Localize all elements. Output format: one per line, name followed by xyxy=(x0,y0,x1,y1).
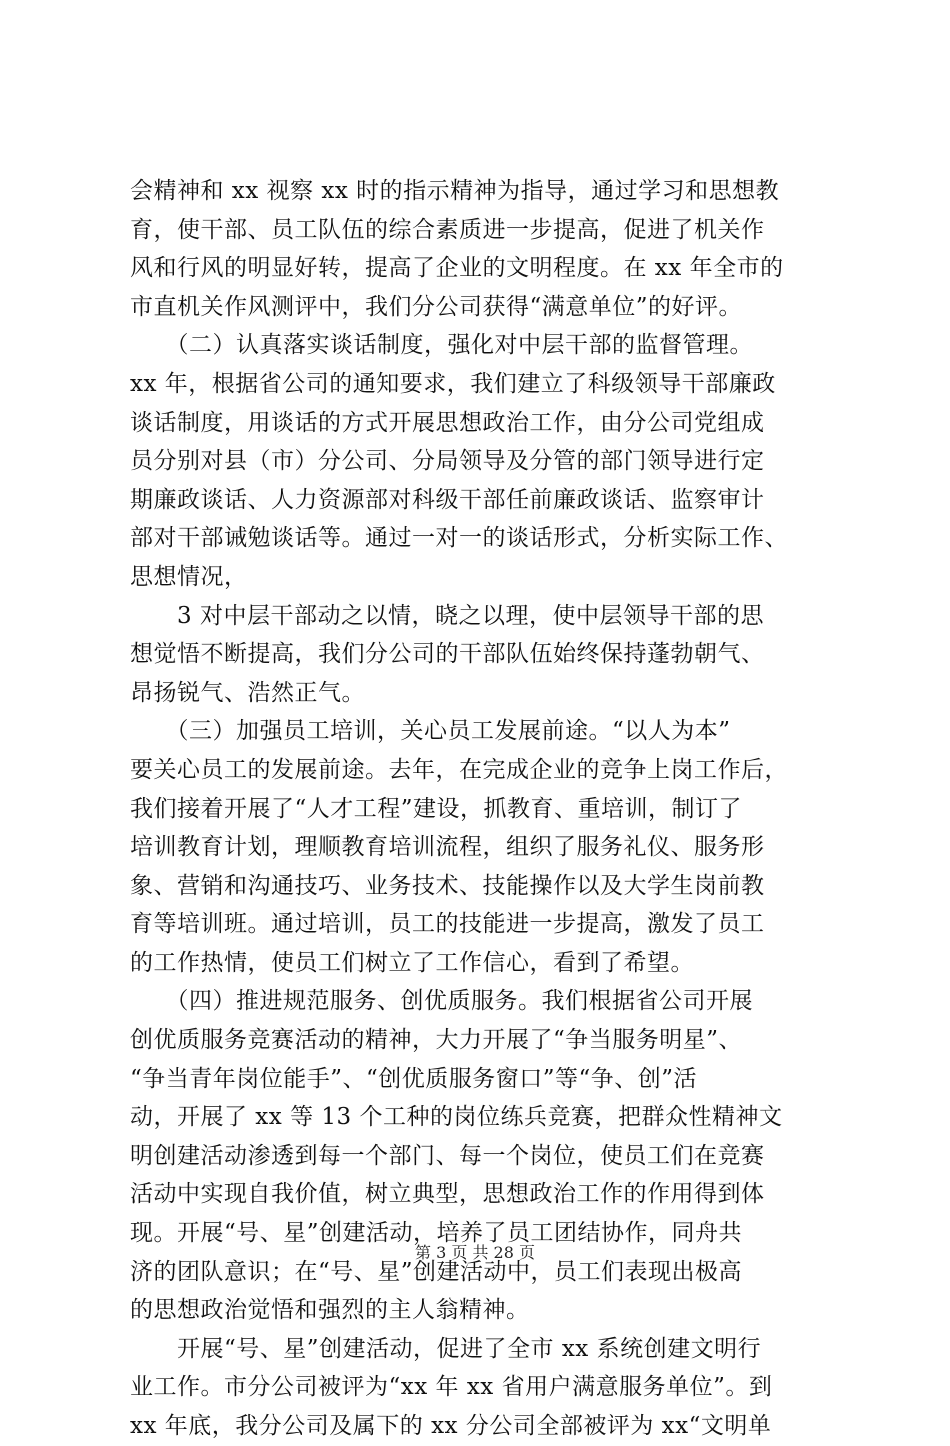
text-line: 动，开展了 xx 等 13 个工种的岗位练兵竞赛，把群众性精神文 xyxy=(130,1104,783,1131)
text-line: 会精神和 xx 视察 xx 时的指示精神为指导，通过学习和思想教 xyxy=(130,178,780,204)
text-line: 开展“号、星”创建活动，促进了全市 xx 系统创建文明行 xyxy=(130,1335,762,1362)
text-line: 的思想政治觉悟和强烈的主人翁精神。 xyxy=(130,1297,530,1324)
text-line: 育等培训班。通过培训，员工的技能进一步提高，激发了员工 xyxy=(130,911,765,938)
text-line: 期廉政谈话、人力资源部对科级干部任前廉政谈话、监察审计 xyxy=(130,486,765,513)
text-line: xx 年，根据省公司的通知要求，我们建立了科级领导干部廉政 xyxy=(130,370,776,397)
text-line: 员分别对县（市）分公司、分局领导及分管的部门领导进行定 xyxy=(130,448,765,475)
text-line: （四）推进规范服务、创优质服务。我们根据省公司开展 xyxy=(130,988,753,1015)
text-line: 风和行风的明显好转，提高了企业的文明程度。在 xx 年全市的 xyxy=(130,255,784,282)
text-line: 现。开展“号、星”创建活动，培养了员工团结协作，同舟共 xyxy=(130,1220,743,1247)
text-line: 创优质服务竞赛活动的精神，大力开展了“争当服务明星”、 xyxy=(130,1027,743,1054)
text-line: 培训教育计划，理顺教育培训流程，组织了服务礼仪、服务形 xyxy=(130,834,765,861)
text-line: 育，使干部、员工队伍的综合素质进一步提高，促进了机关作 xyxy=(130,216,765,243)
text-line: 部对干部诫勉谈话等。通过一对一的谈话形式，分析实际工作、 xyxy=(130,525,788,552)
text-line: 业工作。市分公司被评为“xx 年 xx 省用户满意服务单位”。到 xyxy=(130,1374,773,1401)
text-line: 象、营销和沟通技巧、业务技术、技能操作以及大学生岗前教 xyxy=(130,872,765,899)
text-line: 昂扬锐气、浩然正气。 xyxy=(130,679,365,706)
text-line: 市直机关作风测评中，我们分公司获得“满意单位”的好评。 xyxy=(130,293,743,320)
text-line: 活动中实现自我价值，树立典型，思想政治工作的作用得到体 xyxy=(130,1181,765,1208)
page-footer: 第 3 页 共 28 页 xyxy=(415,1243,535,1262)
text-line: 的工作热情，使员工们树立了工作信心，看到了希望。 xyxy=(130,949,694,976)
text-line: 思想情况， xyxy=(130,563,248,590)
text-line: 济的团队意识；在“号、星”创建活动中，员工们表现出极高 xyxy=(130,1258,743,1285)
text-line: “争当青年岗位能手”、“创优质服务窗口”等“争、创”活 xyxy=(130,1065,698,1092)
text-line: 想觉悟不断提高，我们分公司的干部队伍始终保持蓬勃朝气、 xyxy=(130,641,765,668)
text-line: （二）认真落实谈话制度，强化对中层干部的监督管理。 xyxy=(130,332,753,359)
text-line: xx 年底，我分公司及属下的 xx 分公司全部被评为 xx“文明单 xyxy=(130,1413,772,1439)
text-line: 我们接着开展了“人才工程”建设，抓教育、重培训，制订了 xyxy=(130,795,743,822)
text-line: 3 对中层干部动之以情，晓之以理，使中层领导干部的思 xyxy=(130,602,764,629)
text-line: 明创建活动渗透到每一个部门、每一个岗位，使员工们在竞赛 xyxy=(130,1142,765,1169)
text-line: （三）加强员工培训，关心员工发展前途。“以人为本” xyxy=(130,718,731,745)
text-line: 要关心员工的发展前途。去年，在完成企业的竞争上岗工作后， xyxy=(130,756,788,783)
text-line: 谈话制度，用谈话的方式开展思想政治工作，由分公司党组成 xyxy=(130,409,765,436)
